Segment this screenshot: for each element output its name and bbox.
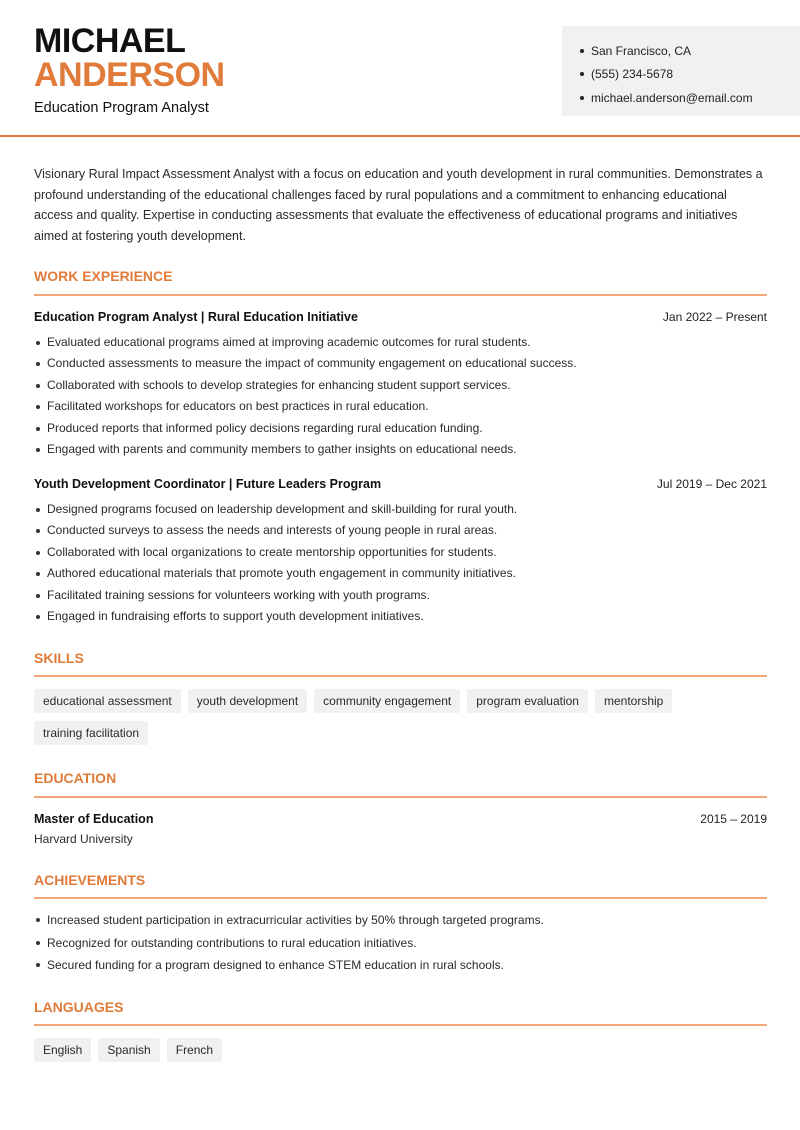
list-item: Conducted assessments to measure the impact of community engagement on educational success. bbox=[34, 353, 767, 374]
skill-tag: mentorship bbox=[595, 689, 672, 713]
section-title-skills: SKILLS bbox=[34, 650, 84, 666]
skill-tag: youth development bbox=[188, 689, 307, 713]
list-item: Collaborated with local organizations to create mentorship opportunities for students. bbox=[34, 542, 767, 563]
education-years: 2015 – 2019 bbox=[700, 812, 767, 826]
section-title-work: WORK EXPERIENCE bbox=[34, 268, 173, 284]
bullet-icon bbox=[580, 72, 584, 76]
email-text: michael.anderson@email.com bbox=[591, 90, 753, 105]
contact-phone bbox=[580, 63, 800, 87]
job-header bbox=[34, 477, 767, 491]
education-header bbox=[34, 812, 767, 826]
list-item: Collaborated with schools to develop strategies for enhancing student support services. bbox=[34, 375, 767, 396]
list-item: Evaluated educational programs aimed at improving academic outcomes for rural students. bbox=[34, 332, 767, 353]
achievements-list bbox=[34, 909, 767, 977]
last-name: ANDERSON bbox=[34, 56, 225, 94]
bullet-icon bbox=[580, 96, 584, 100]
summary: Visionary Rural Impact Assessment Analyst with a focus on education and youth development in rural communities. Demonstrates a profound understanding of the educational challenges faced by rural populations and a commitment to enhancing educational access and quality. Expertise in conducting assessments that evaluate the effectiveness of educational programs and initiatives aimed at fostering youth development. bbox=[34, 167, 763, 243]
section-title-languages: LANGUAGES bbox=[34, 999, 124, 1015]
list-item: Facilitated training sessions for volunteers working with youth programs. bbox=[34, 585, 767, 606]
language-tag: English bbox=[34, 1038, 91, 1062]
skill-tag: educational assessment bbox=[34, 689, 181, 713]
section-title-education: EDUCATION bbox=[34, 770, 117, 786]
language-tag: Spanish bbox=[98, 1038, 159, 1062]
section-divider bbox=[34, 675, 767, 677]
contact-email bbox=[580, 86, 800, 110]
first-name: MICHAEL bbox=[34, 22, 186, 60]
section-divider bbox=[34, 294, 767, 296]
job-header bbox=[34, 310, 767, 324]
job-role: Education Program Analyst | Rural Education Initiative bbox=[34, 310, 358, 324]
job-bullets bbox=[34, 499, 767, 627]
phone-text: (555) 234-5678 bbox=[591, 67, 674, 82]
job-role: Youth Development Coordinator | Future Leaders Program bbox=[34, 477, 382, 491]
section-divider bbox=[34, 796, 767, 798]
contact-location bbox=[580, 39, 800, 63]
skills-list bbox=[34, 689, 694, 745]
contact-box bbox=[562, 26, 800, 116]
job-title: Education Program Analyst bbox=[34, 100, 209, 116]
list-item: Engaged with parents and community members to gather insights on educational needs. bbox=[34, 439, 767, 460]
language-tag: French bbox=[167, 1038, 222, 1062]
skill-tag: community engagement bbox=[314, 689, 460, 713]
job-dates: Jul 2019 – Dec 2021 bbox=[656, 477, 767, 491]
section-divider bbox=[34, 897, 767, 899]
resume-header bbox=[0, 0, 800, 137]
job-bullets bbox=[34, 332, 767, 460]
bullet-icon bbox=[580, 49, 584, 53]
school-name: Harvard University bbox=[34, 832, 133, 846]
list-item: Recognized for outstanding contributions to rural education initiatives. bbox=[34, 932, 767, 955]
job-dates: Jan 2022 – Present bbox=[662, 310, 767, 324]
list-item: Increased student participation in extracurricular activities by 50% through targeted programs. bbox=[34, 909, 767, 932]
list-item: Facilitated workshops for educators on best practices in rural education. bbox=[34, 396, 767, 417]
section-divider bbox=[34, 1024, 767, 1026]
location-text: San Francisco, CA bbox=[591, 43, 692, 58]
list-item: Authored educational materials that promote youth engagement in community initiatives. bbox=[34, 563, 767, 584]
list-item: Conducted surveys to assess the needs and interests of young people in rural areas. bbox=[34, 520, 767, 541]
skill-tag: program evaluation bbox=[467, 689, 588, 713]
degree: Master of Education bbox=[34, 812, 154, 826]
skill-tag: training facilitation bbox=[34, 721, 148, 745]
list-item: Produced reports that informed policy decisions regarding rural education funding. bbox=[34, 418, 767, 439]
list-item: Secured funding for a program designed to enhance STEM education in rural schools. bbox=[34, 954, 767, 977]
list-item: Designed programs focused on leadership development and skill-building for rural youth. bbox=[34, 499, 767, 520]
section-title-achievements: ACHIEVEMENTS bbox=[34, 872, 146, 888]
list-item: Engaged in fundraising efforts to support youth development initiatives. bbox=[34, 606, 767, 627]
languages-list bbox=[34, 1038, 694, 1062]
